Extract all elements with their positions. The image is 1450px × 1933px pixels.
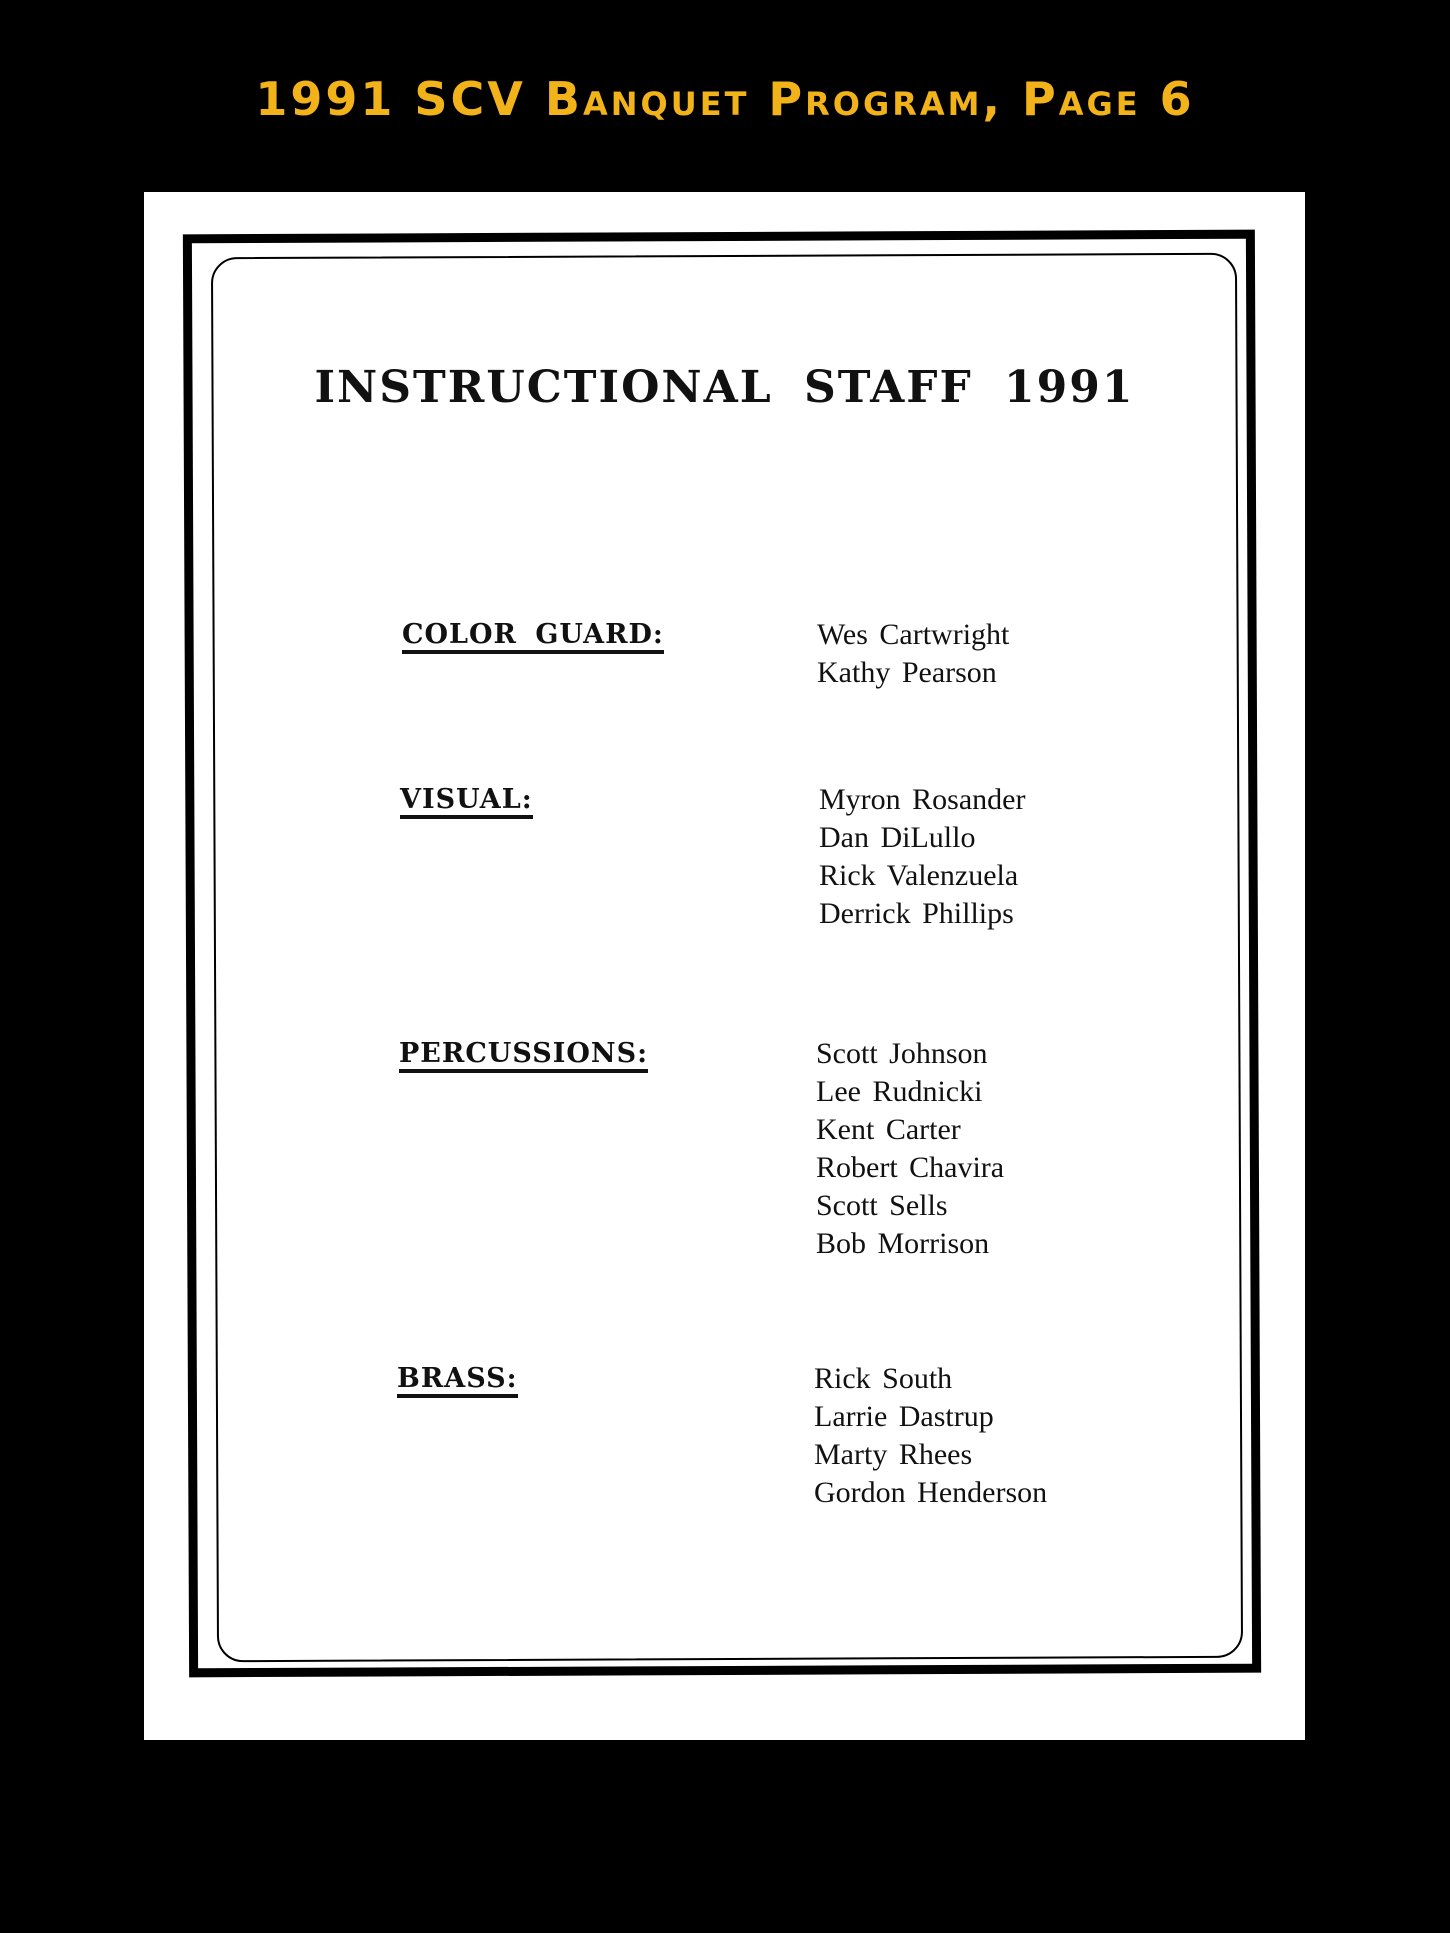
list-item: Kathy Pearson — [817, 656, 997, 689]
list-item: Robert Chavira — [816, 1151, 1005, 1184]
list-item: Bob Morrison — [816, 1227, 990, 1260]
page-title: INSTRUCTIONAL STAFF 1991 — [314, 362, 1135, 413]
section-label: VISUAL: — [400, 785, 533, 819]
name-list — [819, 781, 1025, 933]
section-label: BRASS: — [397, 1364, 518, 1398]
list-item: Marty Rhees — [814, 1438, 973, 1471]
section-label: PERCUSSIONS: — [399, 1039, 648, 1073]
list-item: Derrick Phillips — [819, 897, 1014, 930]
list-item: Kent Carter — [816, 1113, 961, 1146]
list-item: Wes Cartwright — [817, 618, 1010, 651]
list-item: Larrie Dastrup — [814, 1400, 994, 1433]
list-item: Lee Rudnicki — [816, 1075, 983, 1108]
section-label: COLOR GUARD: — [402, 620, 664, 654]
name-list — [817, 616, 1009, 692]
name-list — [816, 1035, 1004, 1263]
name-list — [814, 1360, 1047, 1512]
list-item: Scott Sells — [816, 1189, 948, 1222]
list-item: Gordon Henderson — [814, 1476, 1048, 1509]
list-item: Scott Johnson — [816, 1037, 988, 1070]
page-banner-title: 1991 SCV Banquet Program, Page 6 — [255, 72, 1195, 126]
list-item: Dan DiLullo — [819, 821, 976, 854]
list-item: Rick South — [814, 1362, 953, 1395]
inner-border-frame — [211, 253, 1243, 1662]
list-item: Myron Rosander — [819, 783, 1026, 816]
list-item: Rick Valenzuela — [819, 859, 1019, 892]
program-page — [144, 192, 1305, 1740]
